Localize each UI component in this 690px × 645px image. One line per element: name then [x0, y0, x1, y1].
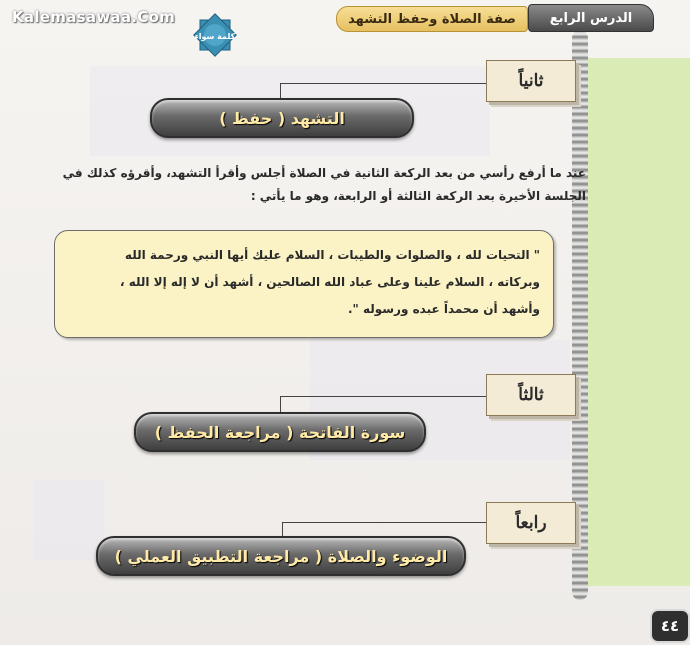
tashahhud-quote: [66, 242, 540, 323]
connector-line: [282, 522, 487, 537]
section-marker-fourth: رابعاً: [486, 502, 576, 544]
quote-line: وبركاته ، السلام علينا وعلى عباد الله الصالحين ، أشهد أن لا إله إلا الله ،: [119, 275, 540, 289]
section-title-tashahhud: التشهد ( حفظ ): [150, 98, 414, 138]
lesson-title: صفة الصلاة وحفظ التشهد: [336, 6, 528, 32]
connector-line: [280, 396, 487, 413]
logo-icon: [192, 12, 238, 58]
connector-line: [280, 83, 487, 98]
section-marker-second: ثانياً: [486, 60, 576, 102]
quote-line: " التحيات لله ، والصلوات والطيبات ، السلام عليك أيها النبي ورحمة الله: [124, 248, 540, 262]
body-paragraph: [14, 162, 586, 208]
body-line: الجلسة الأخيرة بعد الركعة الثالثة أو الرابعة، وهو ما يأتي :: [250, 189, 586, 203]
body-line: عند ما أرفع رأسي من بعد الركعة الثانية في الصلاة أجلس وأقرأ التشهد، وأقرؤه كذلك في: [62, 166, 586, 180]
side-panel: [588, 58, 690, 586]
section-title-fatiha: سورة الفاتحة ( مراجعة الحفظ ): [134, 412, 426, 452]
lesson-number: الدرس الرابع: [528, 4, 654, 32]
section-title-wudu: الوضوء والصلاة ( مراجعة التطبيق العملي ): [96, 536, 466, 576]
page-number: ٤٤: [650, 609, 690, 643]
logo-text: كلمة سواء: [194, 32, 236, 41]
section-marker-third: ثالثاً: [486, 374, 576, 416]
background-shape: [34, 480, 104, 560]
site-watermark: Kalemasawaa.Com: [12, 8, 176, 26]
quote-line: وأشهد أن محمداً عبده ورسوله ".: [347, 302, 540, 316]
